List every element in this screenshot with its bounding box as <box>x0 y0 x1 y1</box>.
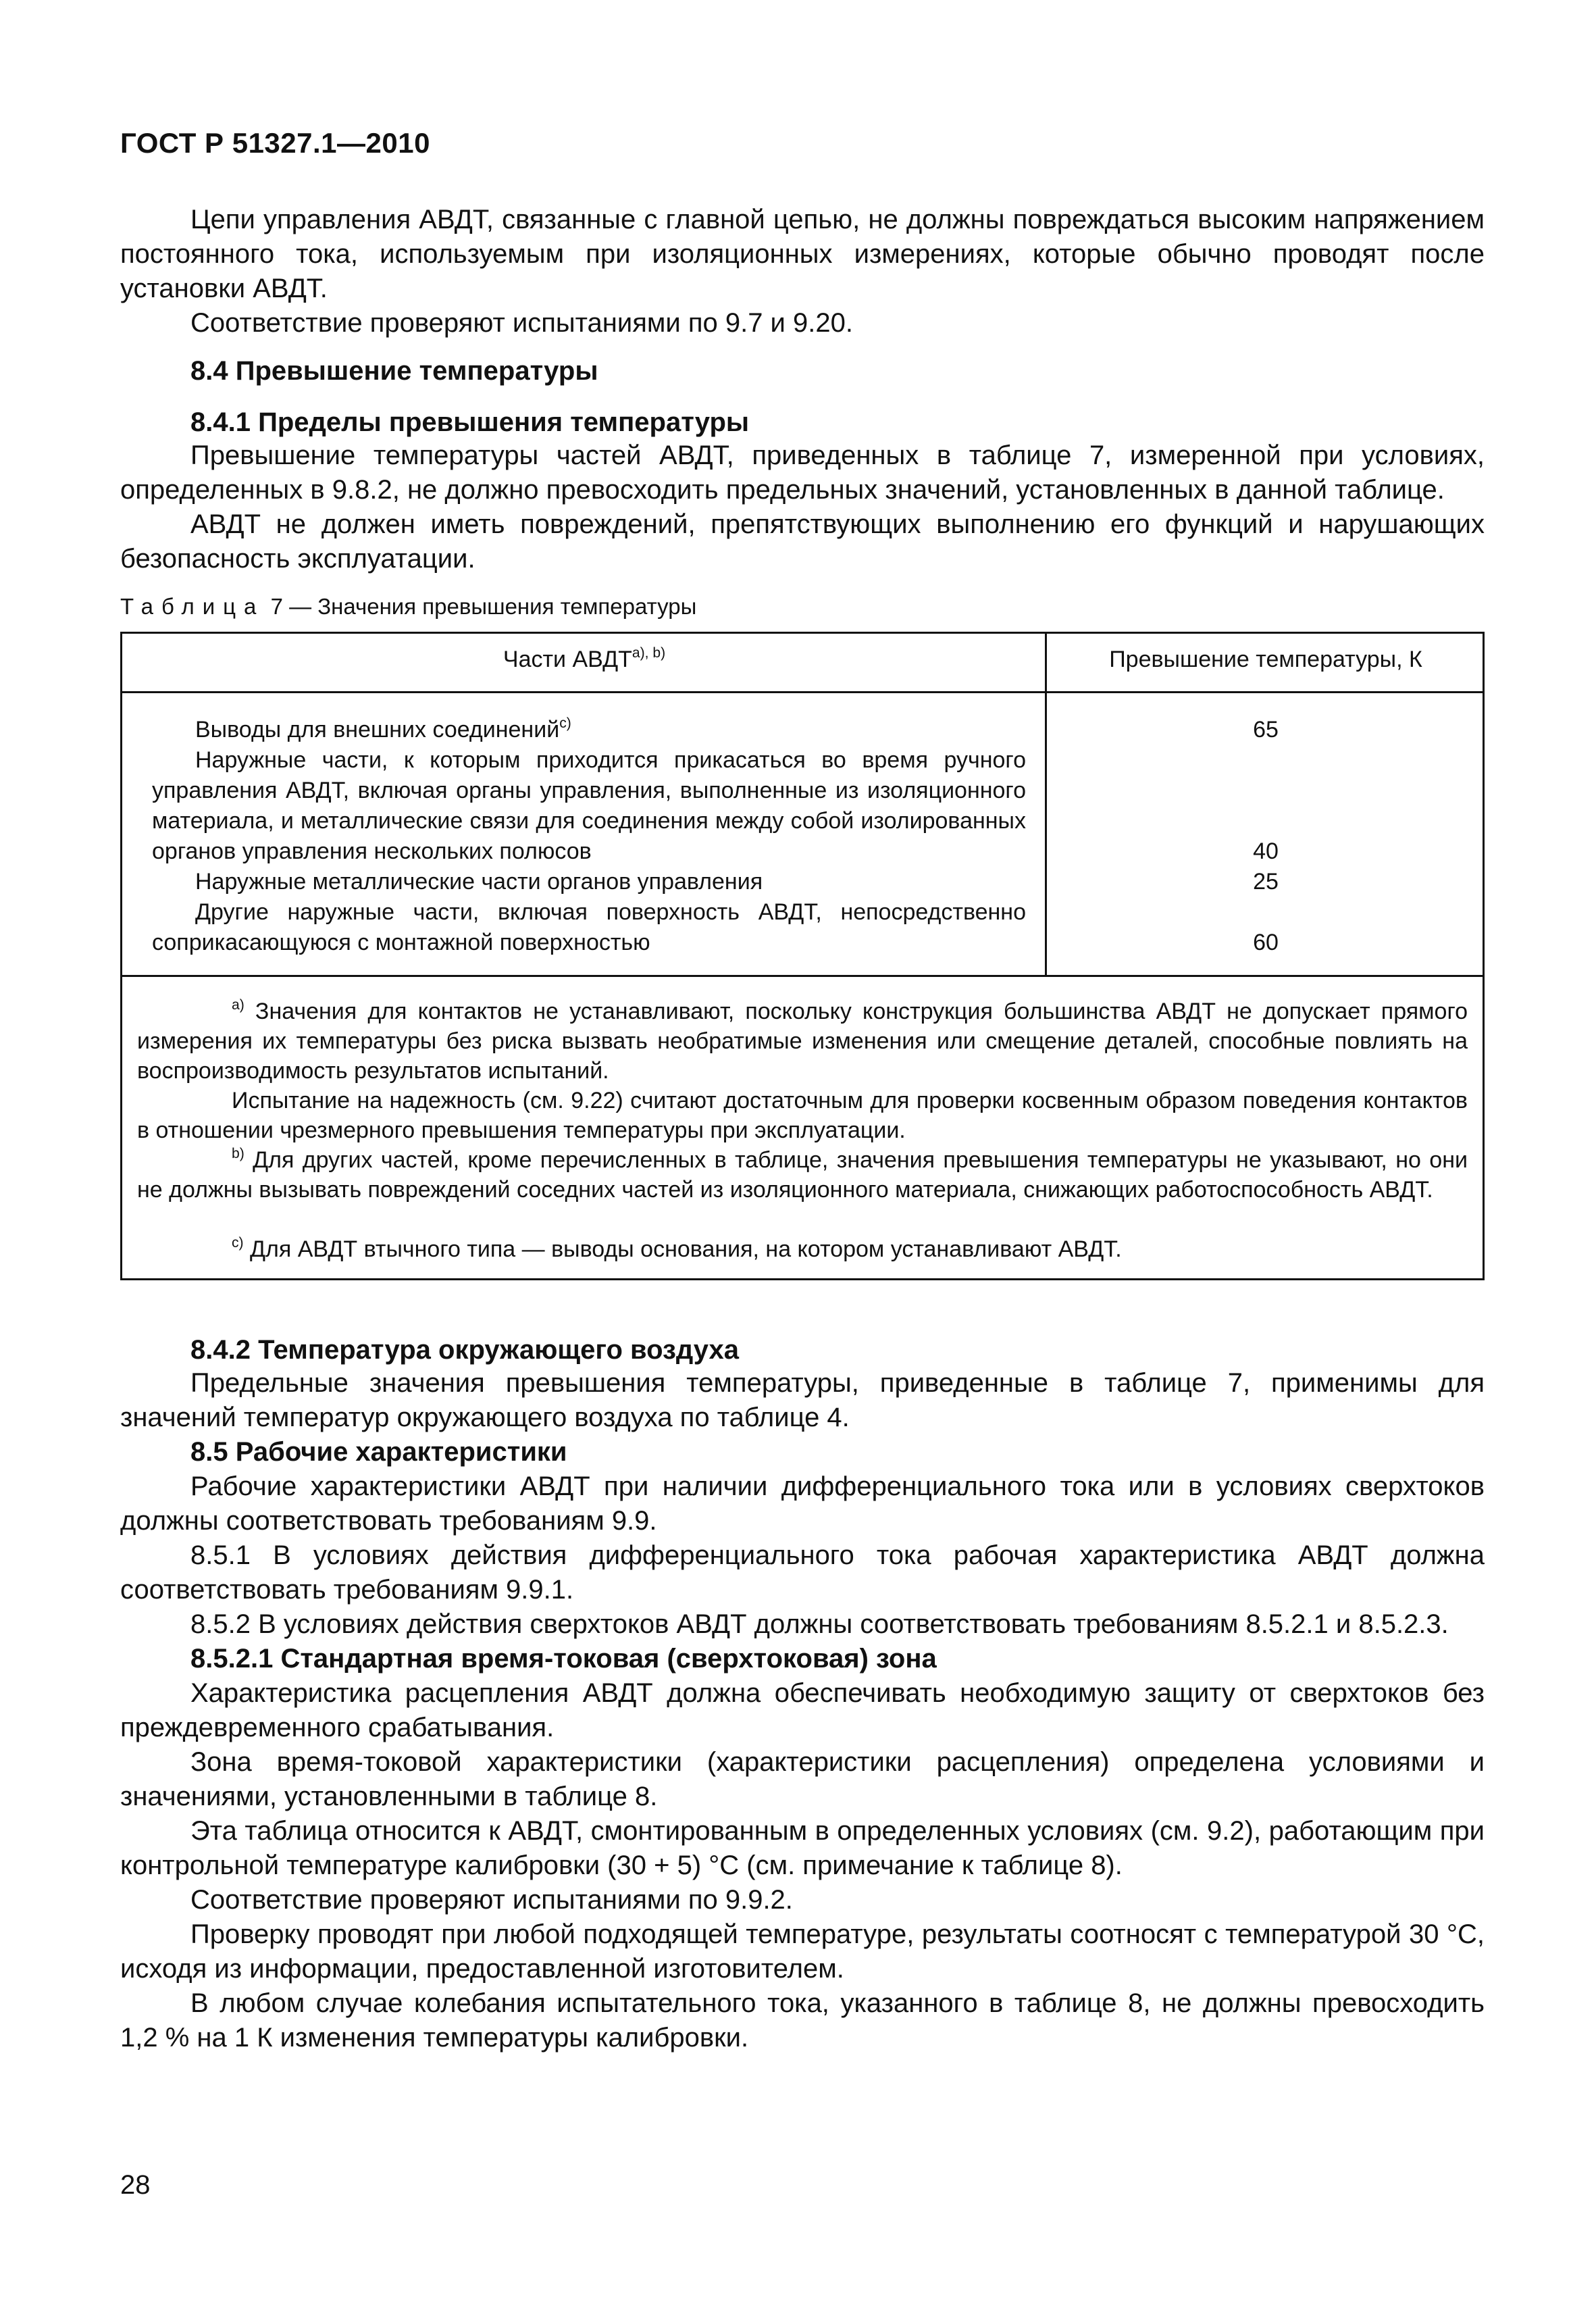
paragraph: Характеристика расцепления АВДТ должна обеспечивать необходимую защиту от сверхтоков без преждевременного срабатывания. <box>120 1678 1485 1742</box>
table-caption-label: Таблица <box>120 594 265 619</box>
table-row-label: Наружные металлические части органов управления <box>195 869 763 895</box>
section-heading-8-4-2: 8.4.2 Температура окружающего воздуха <box>190 1335 739 1365</box>
paragraph: 8.5.1 В условиях действия дифференциального тока рабочая характеристика АВДТ должна соответствовать требованиям 9.9.1. <box>120 1540 1485 1605</box>
header-divider <box>122 691 1483 693</box>
paragraph: Превышение температуры частей АВДТ, приведенных в таблице 7, измеренной при условиях, определенных в 9.8.2, не должно превосходить предельных значений, установленных в данной таблице. <box>120 441 1485 505</box>
paragraph: Зона время-токовой характеристики (характеристики расцепления) определена условиями и значениями, установленными в таблице 8. <box>120 1747 1485 1811</box>
column-divider <box>1045 634 1047 975</box>
table-row-value: 65 <box>1253 717 1279 743</box>
paragraph: Эта таблица относится к АВДТ, смонтированным в определенных условиях (см. 9.2), работающим при контрольной температуре калибровки (30 + 5) °С (см. примечание к таблице 8). <box>120 1816 1485 1880</box>
paragraph: АВДТ не должен иметь повреждений, препятствующих выполнению его функций и нарушающих безопасность эксплуатации. <box>120 509 1485 574</box>
table-caption-text: 7 — Значения превышения температуры <box>270 594 697 619</box>
table-footnote-a-continued: Испытание на надежность (см. 9.22) считают достаточным для проверки косвенным образом поведения контактов в отношении чрезмерного превышения температуры при эксплуатации. <box>137 1088 1468 1143</box>
table-row-label: Наружные части, к которым приходится прикасаться во время ручного управления АВДТ, включая органы управления, выполненные из изоляционного материала, и металлические связи для соединения между собой изолированных органов управления нескольких полюсов <box>152 747 1026 864</box>
column-header-parts: Части $АВДТ^{a), b)}$ <box>503 645 666 672</box>
section-heading-8-5-2-1: 8.5.2.1 Стандартная время-токовая (сверхтоковая) зона <box>190 1644 937 1674</box>
table-row-label: Выводы для внешних соединений$^{c)}$ <box>195 715 571 743</box>
column-header-temperature-rise: Превышение температуры, К <box>1109 647 1422 672</box>
paragraph: 8.5.2 В условиях действия сверхтоков АВДТ должны соответствовать требованиям 8.5.2.1 и 8.5.2.3. <box>190 1609 1449 1639</box>
paragraph: Цепи управления АВДТ, связанные с главной цепью, не должны повреждаться высоким напряжением постоянного тока, используемым при изоляционных измерениях, которые обычно проводят после установки АВДТ. <box>120 205 1485 303</box>
table-footnote-a: $^{a)}$ Значения для контактов не устанавливают, поскольку конструкция большинства АВДТ не допускает прямого измерения их температуры без риска вызвать необратимые изменения или смещение деталей, способные повлиять на воспроизводимость результатов испытаний. <box>137 997 1468 1084</box>
paragraph: Предельные значения превышения температуры, приведенные в таблице 7, применимы для значений температур окружающего воздуха по таблице 4. <box>120 1368 1485 1432</box>
table-row-value: 40 <box>1253 838 1279 864</box>
paragraph: Рабочие характеристики АВДТ при наличии дифференциального тока или в условиях сверхтоков должны соответствовать требованиям 9.9. <box>120 1472 1485 1536</box>
paragraph: Соответствие проверяют испытаниями по 9.7 и 9.20. <box>190 308 853 338</box>
table-row-value: 60 <box>1253 930 1279 955</box>
table-footnote-b: $^{b)}$ Для других частей, кроме перечисленных в таблице, значения превышения температуры не указывают, но они не должны вызывать повреждений соседних частей из изоляционного материала, снижающих работоспособность АВДТ. <box>137 1145 1468 1203</box>
table-caption <box>120 593 696 620</box>
table-row-label: Другие наружные части, включая поверхность АВДТ, непосредственно соприкасающуюся с монтажной поверхностью <box>152 899 1026 955</box>
section-heading-8-5: 8.5 Рабочие характеристики <box>190 1437 567 1467</box>
paragraph: Соответствие проверяют испытаниями по 9.9.2. <box>190 1885 793 1915</box>
section-heading-8-4-1: 8.4.1 Пределы превышения температуры <box>190 407 750 437</box>
temperature-rise-table <box>120 632 1485 1280</box>
paragraph: Проверку проводят при любой подходящей температуре, результаты соотносят с температурой 30 °С, исходя из информации, предоставленной изготовителем. <box>120 1919 1485 1984</box>
page-number: 28 <box>120 2170 151 2200</box>
table-footnote-c: $^{c)}$ Для АВДТ втычного типа — выводы основания, на котором устанавливают АВДТ. <box>232 1234 1122 1262</box>
document-header: ГОСТ Р 51327.1—2010 <box>120 127 430 159</box>
section-heading-8-4: 8.4 Превышение температуры <box>190 356 598 386</box>
footnote-divider <box>122 975 1483 977</box>
table-row-value: 25 <box>1253 869 1279 895</box>
paragraph: В любом случае колебания испытательного тока, указанного в таблице 8, не должны превосходить 1,2 % на 1 К изменения температуры калибровки. <box>120 1988 1485 2053</box>
